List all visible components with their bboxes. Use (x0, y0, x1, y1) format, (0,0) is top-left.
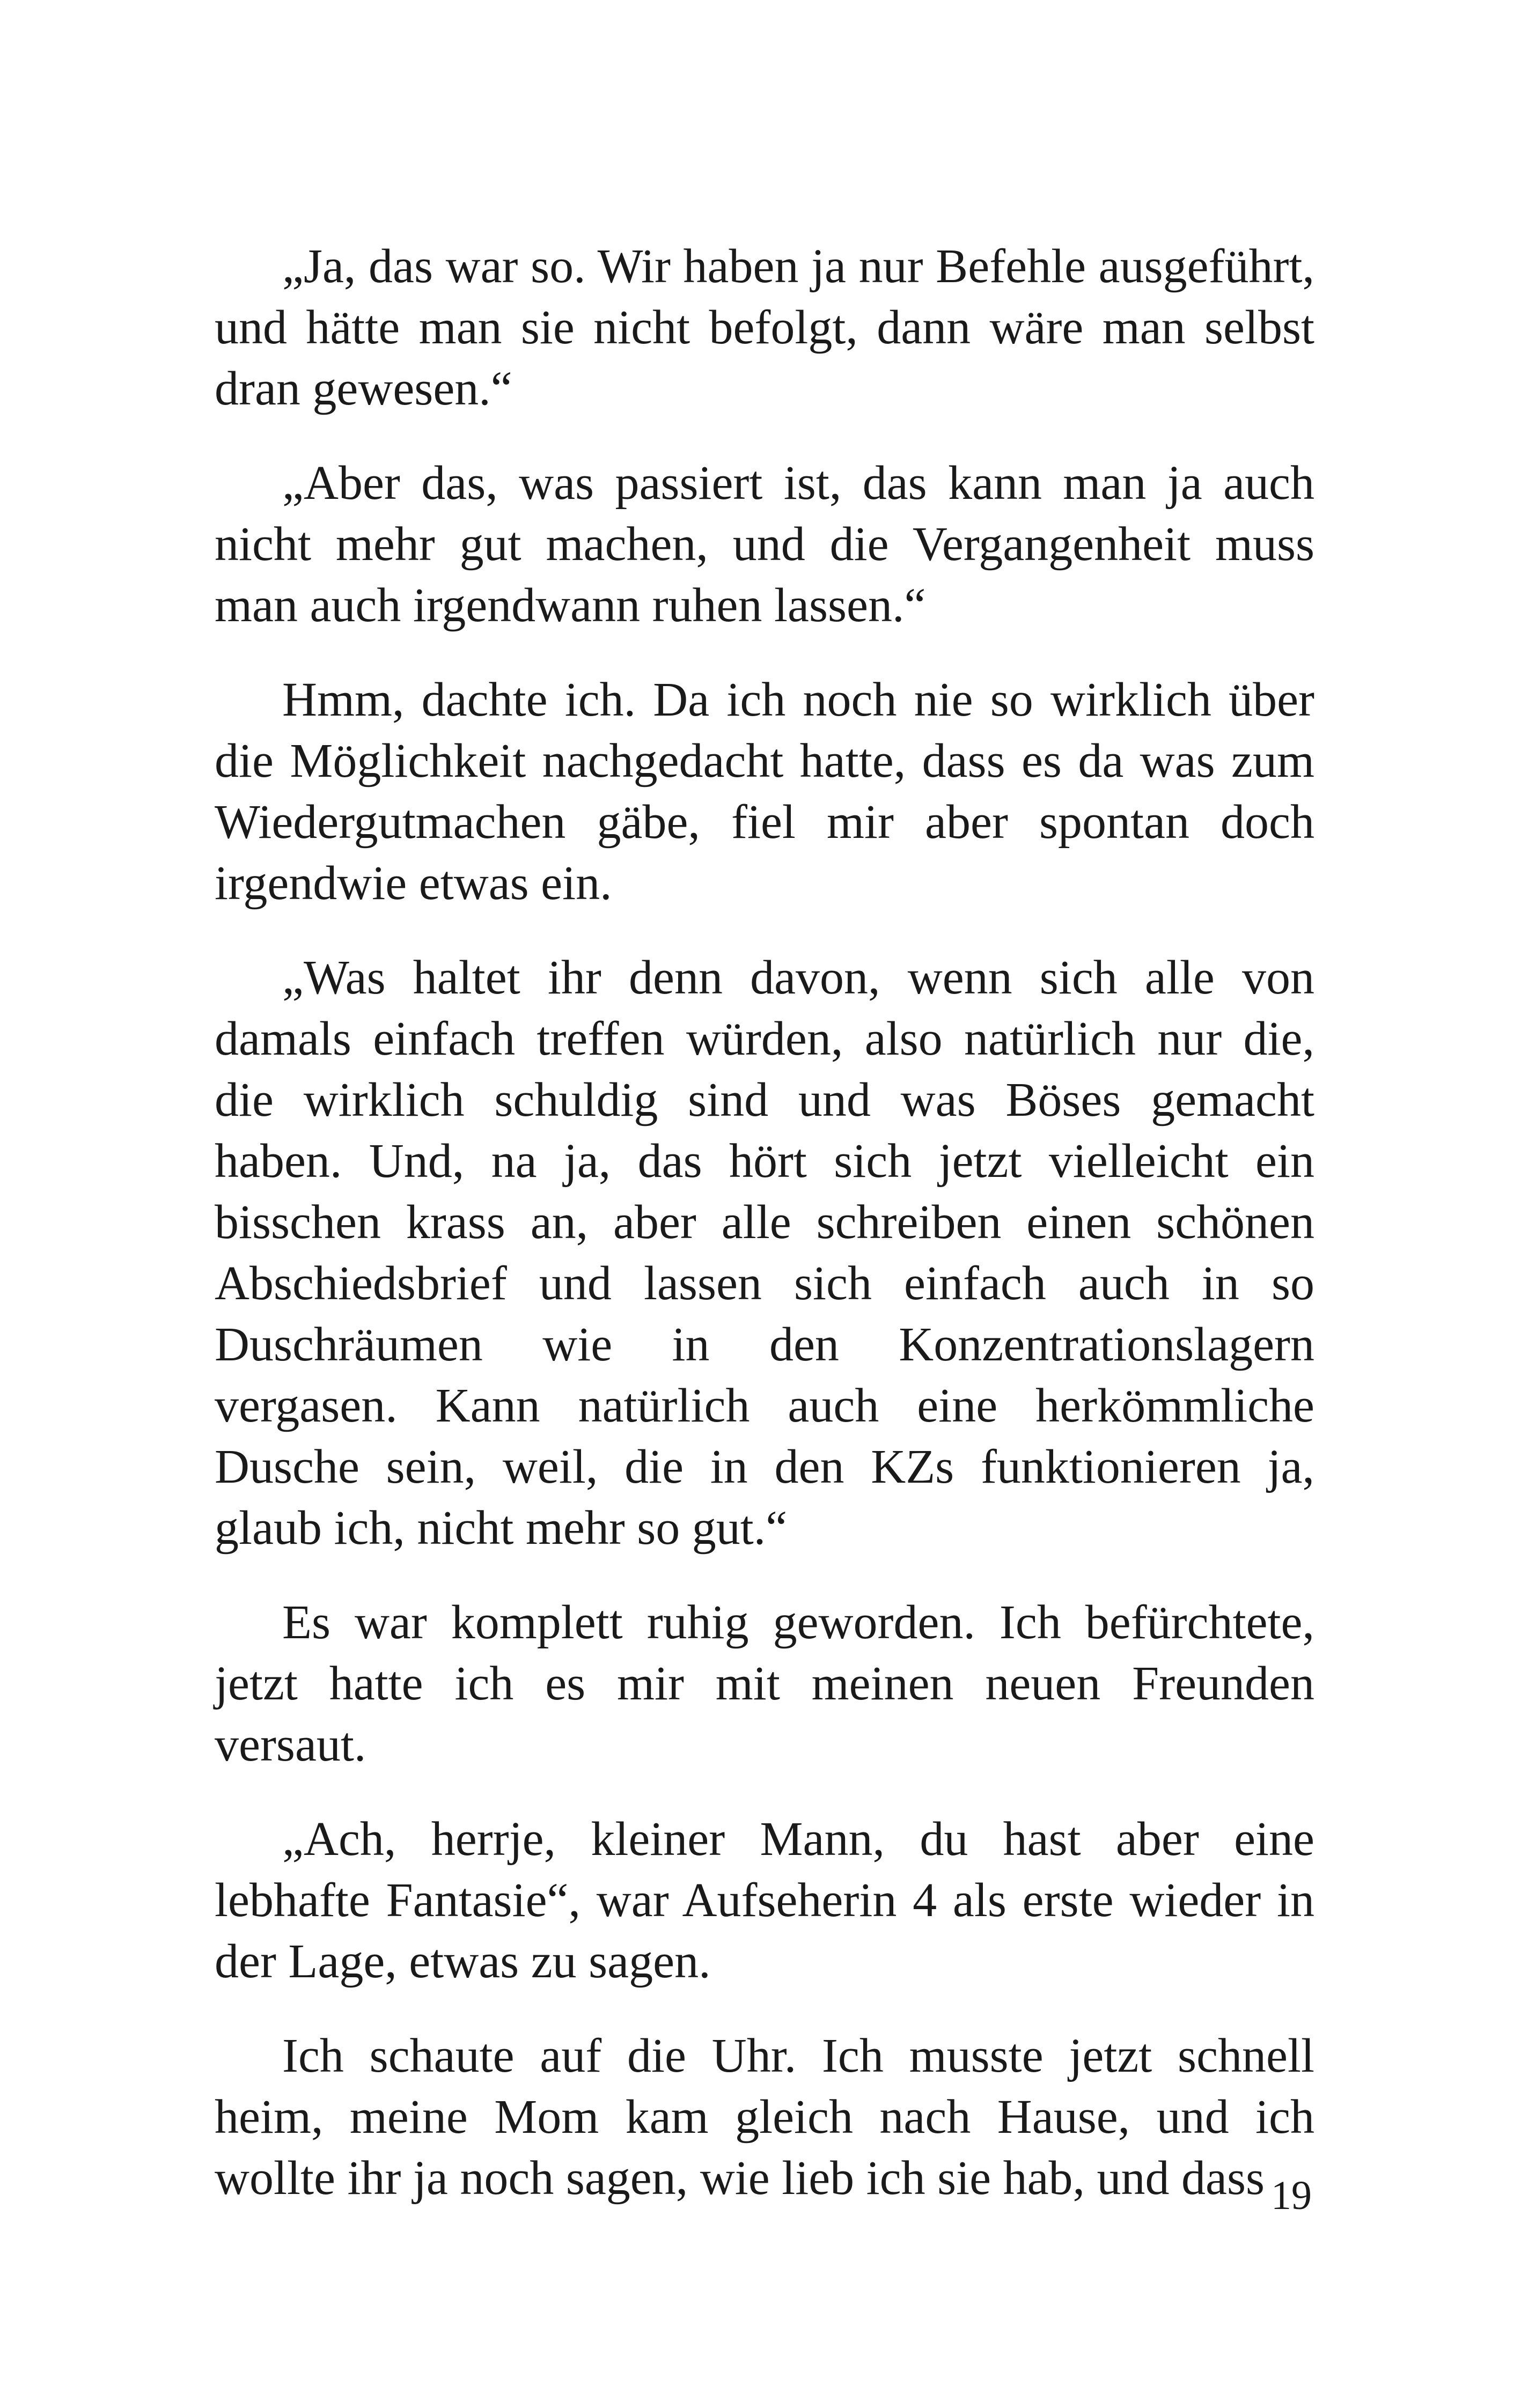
paragraph-7: Ich schaute auf die Uhr. Ich musste jetzt schnell heim, meine Mom kam gleich nach Hause, und ich wollte ihr ja noch sagen, wie lieb ich sie hab, und dass (215, 2029, 1314, 2205)
paragraph-3: Hmm, dachte ich. Da ich noch nie so wirklich über die Möglichkeit nachgedacht hatte, dass es da was zum Wiedergutmachen gäbe, fiel mir aber spontan doch irgendwie etwas ein. (215, 673, 1314, 910)
paragraph-2: „Aber das, was passiert ist, das kann man ja auch nicht mehr gut machen, und die Vergangenheit muss man auch irgendwann ruhen lassen.“ (215, 456, 1314, 632)
paragraph-1: „Ja, das war so. Wir haben ja nur Befehle ausgeführt, und hätte man sie nicht befolgt, dann wäre man selbst dran gewesen.“ (215, 240, 1314, 415)
paragraph-6: „Ach, herrje, kleiner Mann, du hast aber eine lebhafte Fantasie“, war Aufseherin 4 als erste wieder in der Lage, etwas zu sagen. (215, 1813, 1314, 1988)
page-number: 19 (1271, 2173, 1312, 2218)
paragraph-5: Es war komplett ruhig geworden. Ich befürchtete, jetzt hatte ich es mir mit meinen neuen Freunden versaut. (215, 1596, 1314, 1771)
body-text (215, 236, 1314, 2209)
paragraph-4: „Was haltet ihr denn davon, wenn sich alle von damals einfach treffen würden, also natürlich nur die, die wirklich schuldig sind und was Böses gemacht haben. Und, na ja, das hört sich jetzt vielleicht ein bisschen krass an, aber alle schreiben einen schönen Abschiedsbrief und lassen sich einfach auch in so Duschräumen wie in den Konzentrationslagern vergasen. Kann natürlich auch eine herkömmliche Dusche sein, weil, die in den KZs funktionieren ja, glaub ich, nicht mehr so gut.“ (215, 951, 1314, 1555)
